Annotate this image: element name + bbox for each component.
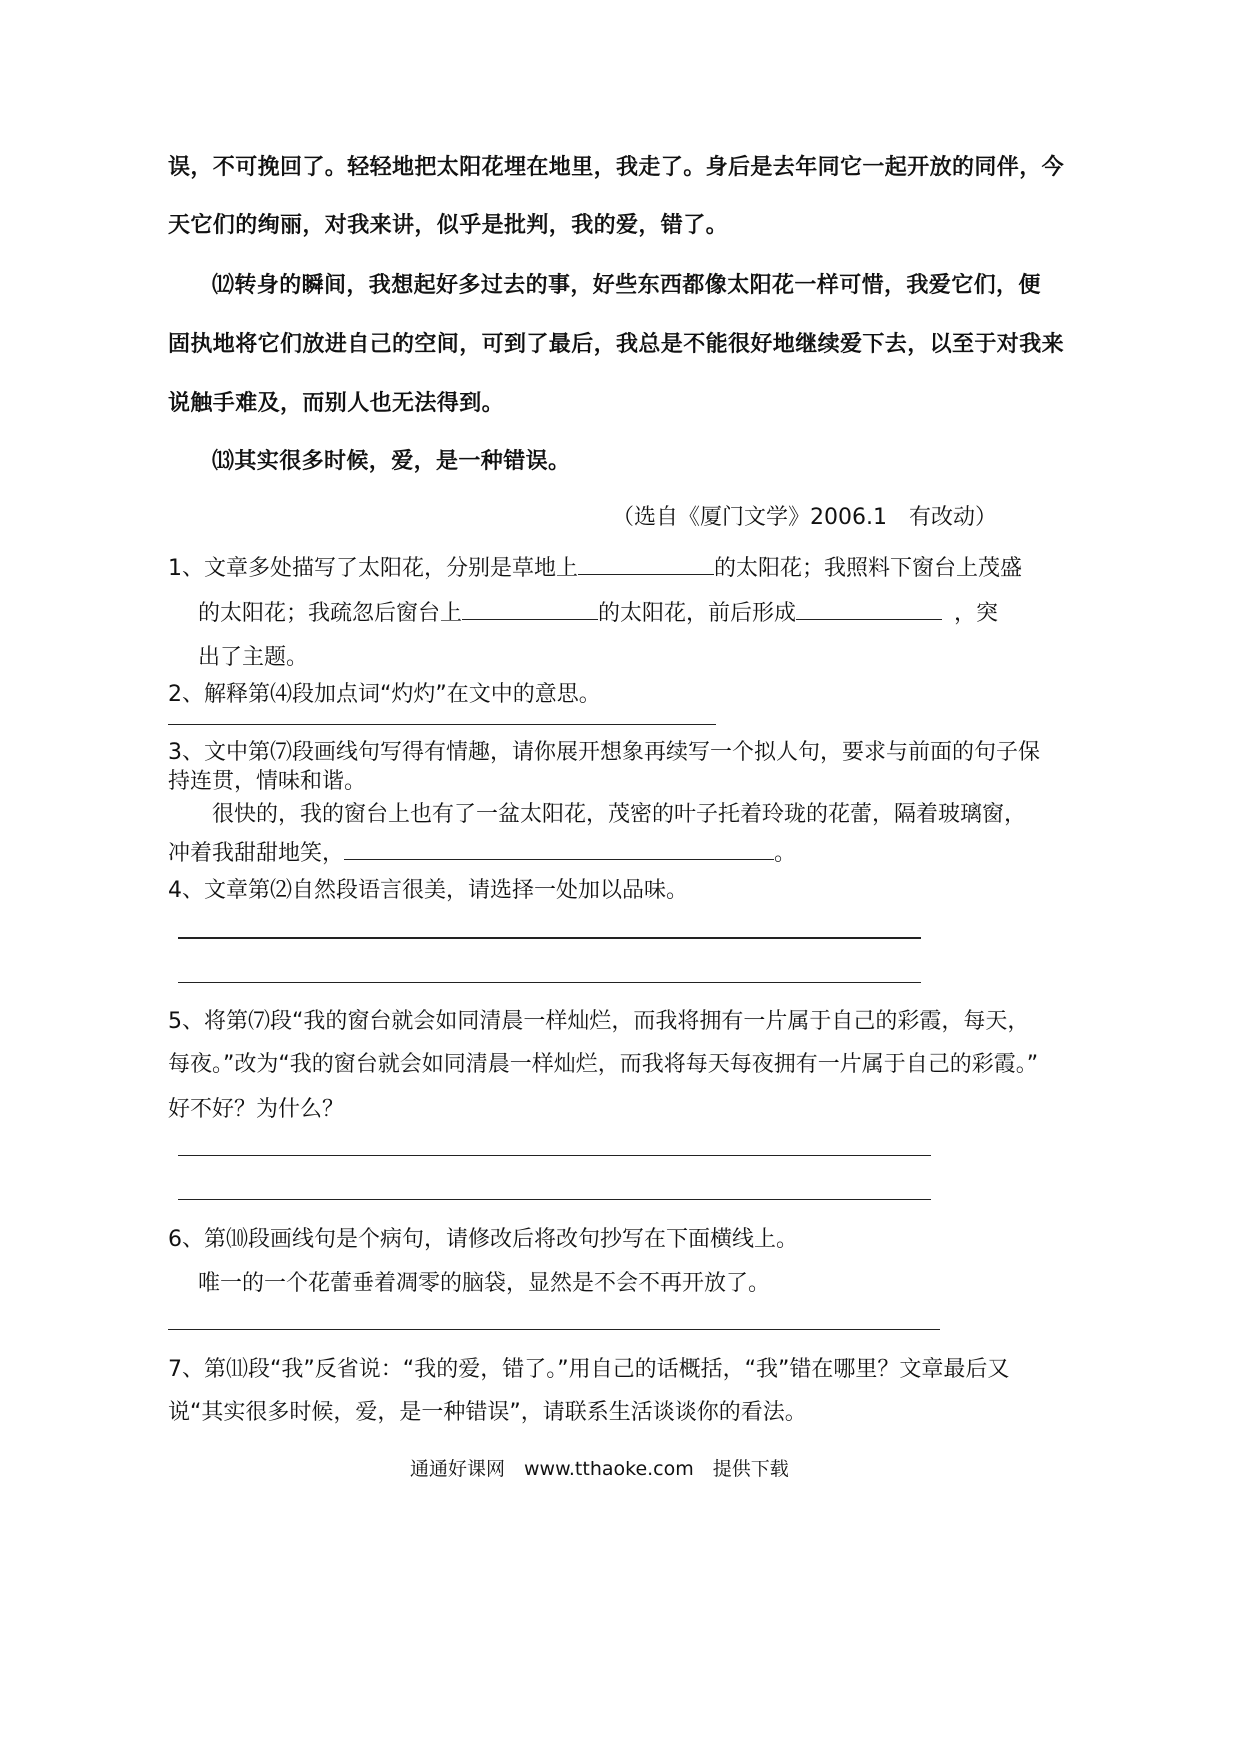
answer-line[interactable]: [168, 1329, 940, 1330]
paragraph-12-line: 说触手难及，而别人也无法得到。: [168, 391, 505, 416]
answer-line[interactable]: [178, 1155, 931, 1156]
source-citation: （选自《厦门文学》2006.1 有改动）: [612, 505, 997, 530]
paragraph-12-line: ⑿转身的瞬间，我想起好多过去的事，好些东西都像太阳花一样可惜，我爱它们，便: [212, 273, 1041, 298]
question-6-sentence: 唯一的一个花蕾垂着凋零的脑袋，显然是不会不再开放了。: [198, 1271, 771, 1296]
question-text: 1、文章多处描写了太阳花，分别是草地上: [168, 556, 578, 581]
question-text: ，突: [954, 601, 999, 626]
question-5-line2: 每夜。”改为“我的窗台就会如同清晨一样灿烂，而我将每天每夜拥有一片属于自己的彩霞。”: [168, 1052, 1039, 1077]
answer-blank[interactable]: [796, 618, 942, 620]
answer-line[interactable]: [178, 937, 921, 939]
answer-blank[interactable]: [578, 573, 714, 575]
question-text: 的太阳花；我疏忽后窗台上: [198, 601, 463, 626]
question-6: 6、第⑽段画线句是个病句，请修改后将改句抄写在下面横线上。: [168, 1227, 798, 1252]
question-7-line1: 7、第⑾段“我”反省说：“我的爱，错了。”用自己的话概括，“我”错在哪里？文章最后又: [168, 1357, 1010, 1382]
question-3-prompt-end: [168, 836, 796, 867]
question-1-line2: [198, 596, 998, 627]
answer-line[interactable]: [178, 982, 921, 983]
question-5-line3: 好不好？为什么？: [168, 1097, 345, 1122]
question-4: 4、文章第⑵自然段语言很美，请选择一处加以品味。: [168, 878, 688, 903]
question-3-prompt: 很快的，我的窗台上也有了一盆太阳花，茂密的叶子托着玲珑的花蕾，隔着玻璃窗，: [212, 802, 1027, 827]
answer-blank[interactable]: [462, 618, 598, 620]
answer-line[interactable]: [178, 1199, 931, 1200]
passage-line: 天它们的绚丽，对我来讲，似乎是批判，我的爱，错了。: [168, 213, 729, 238]
question-text: 的太阳花，前后形成: [598, 601, 797, 626]
passage-line: 误，不可挽回了。轻轻地把太阳花埋在地里，我走了。身后是去年同它一起开放的同伴，今: [168, 155, 1065, 180]
answer-line[interactable]: [168, 724, 716, 725]
question-1-line1: [168, 551, 1022, 582]
question-3-line1: 3、文中第⑺段画线句写得有情趣，请你展开想象再续写一个拟人句，要求与前面的句子保: [168, 740, 1041, 765]
paragraph-12-line: 固执地将它们放进自己的空间，可到了最后，我总是不能很好地继续爱下去，以至于对我来: [168, 332, 1065, 357]
question-1-line3: 出了主题。: [198, 645, 309, 670]
page-footer: 通通好课网 www.tthaoke.com 提供下载: [410, 1458, 789, 1480]
question-5-line1: 5、将第⑺段“我的窗台就会如同清晨一样灿烂，而我将拥有一片属于自己的彩霞，每天，: [168, 1009, 1030, 1034]
question-text: 冲着我甜甜地笑，: [168, 841, 345, 866]
question-text: 的太阳花；我照料下窗台上茂盛: [714, 556, 1023, 581]
question-2: 2、解释第⑷段加点词“灼灼”在文中的意思。: [168, 682, 601, 707]
answer-blank[interactable]: [344, 858, 774, 860]
question-3-line2: 持连贯，情味和谐。: [168, 769, 367, 794]
question-text: 。: [774, 841, 797, 866]
question-7-line2: 说“其实很多时候，爱，是一种错误”，请联系生活谈谈你的看法。: [168, 1400, 807, 1425]
paragraph-13: ⒀其实很多时候，爱，是一种错误。: [212, 449, 571, 474]
